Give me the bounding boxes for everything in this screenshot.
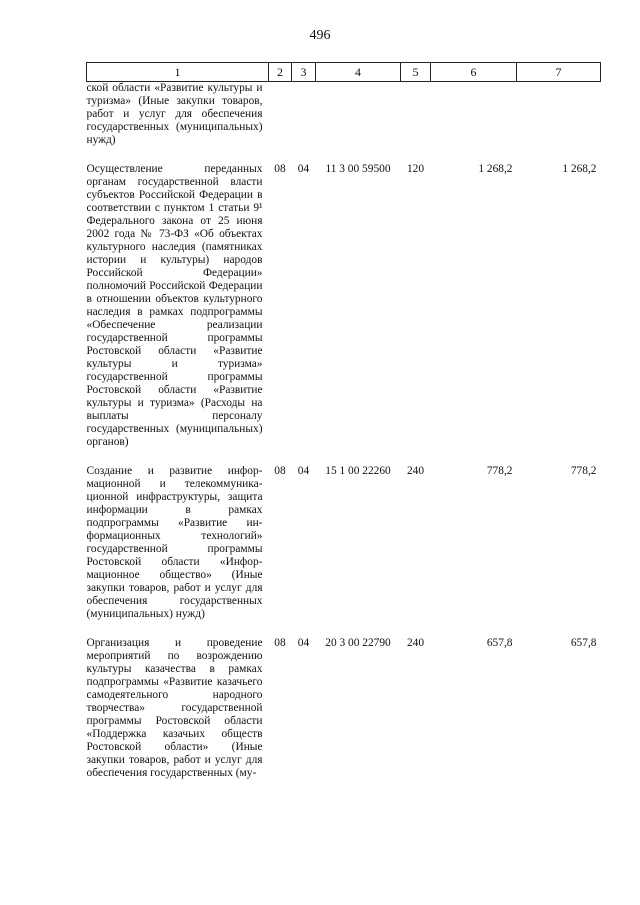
row-amount-2: 778,2 <box>570 465 597 477</box>
header-col-1: 1 <box>87 63 269 82</box>
row-amount-1: 657,8 <box>486 637 513 649</box>
header-col-5: 5 <box>401 63 431 82</box>
table-row <box>87 82 601 160</box>
row-section <box>269 82 292 160</box>
row-subsection: 04 <box>297 637 310 649</box>
row-section: 08 <box>274 465 286 477</box>
row-expense-type: 120 <box>406 163 425 175</box>
row-description: ской области «Развитие культуры и туризма» (Иные закупки товаров, работ и услуг для обеспечения государственных (муниципальных) нужд) <box>86 82 263 146</box>
header-col-3: 3 <box>292 63 316 82</box>
header-col-7: 7 <box>517 63 601 82</box>
budget-table <box>86 62 601 792</box>
row-target-article <box>316 82 401 160</box>
row-description: Осуществление переданных органам государственной власти субъектов Российской Федерации в соответствии с пунктом 1 статьи 9¹ Федерального закона от 25 июня 2002 года № 73-ФЗ «Об объектах культурного наследия (памятниках истории и культуры) народов Российской Федерации» полномочий Российской Федерации в отношении объектов культурного наследия в рамках подпрограммы «Обеспечение реализации государственной программы Ростовской области «Развитие культуры и туризма» государственной программы Ростовской области «Развитие культуры и туризма» (Расходы на выплаты персоналу государственных (муниципальных) органов) <box>86 163 263 448</box>
table-row <box>87 159 601 461</box>
page-number: 496 <box>309 28 331 43</box>
table-row <box>87 633 601 792</box>
row-amount-2: 1 268,2 <box>562 163 597 175</box>
table-header-row <box>87 63 601 82</box>
row-description: Организация и проведение мероприятий по возрождению культуры казачества в рамках подпрограммы «Развитие казачьего самодеятельного народного творчества» государственной программы Ростовской области «Поддержка казачьих обществ Ростовской области» (Иные закупки товаров, работ и услуг для обеспечения государственных (му- <box>86 637 263 779</box>
row-description: Создание и развитие информационной и телекоммуникационной инфраструктуры, защита информации в рамках подпрограммы «Развитие информационных технологий» государственной программы Ростовской области «Информационное общество» (Иные закупки товаров, работ и услуг для обеспечения государственных (муниципальных) нужд) <box>86 465 263 620</box>
row-target-article: 20 3 00 22790 <box>325 637 391 649</box>
row-section: 08 <box>274 637 286 649</box>
row-subsection: 04 <box>297 163 310 175</box>
row-target-article: 15 1 00 22260 <box>325 465 391 477</box>
row-target-article: 11 3 00 59500 <box>325 163 391 175</box>
row-section: 08 <box>274 163 286 175</box>
header-col-6: 6 <box>431 63 517 82</box>
row-subsection <box>292 82 316 160</box>
row-expense-type <box>401 82 431 160</box>
row-expense-type: 240 <box>406 465 425 477</box>
row-amount-1: 1 268,2 <box>478 163 513 175</box>
row-amount-2 <box>517 82 601 160</box>
header-col-4: 4 <box>316 63 401 82</box>
row-subsection: 04 <box>297 465 310 477</box>
header-col-2: 2 <box>269 63 292 82</box>
row-amount-1 <box>431 82 517 160</box>
row-amount-1: 778,2 <box>486 465 513 477</box>
row-amount-2: 657,8 <box>570 637 597 649</box>
row-expense-type: 240 <box>406 637 425 649</box>
table-row <box>87 461 601 633</box>
